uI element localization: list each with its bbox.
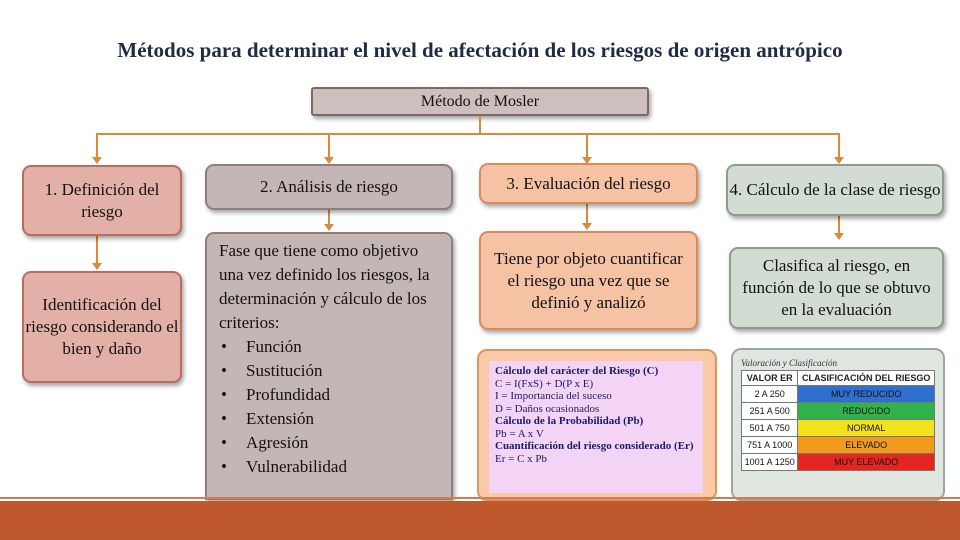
page-title: Métodos para determinar el nivel de afectación de los riesgos de origen antrópico bbox=[117, 38, 843, 62]
row-range: 2 A 250 bbox=[742, 386, 798, 403]
step-4-box bbox=[726, 164, 944, 216]
footer-bar bbox=[0, 501, 960, 540]
connector-root-down bbox=[479, 116, 481, 134]
step-1-box bbox=[22, 165, 182, 236]
connector-4 bbox=[838, 133, 840, 158]
row-class: MUY ELEVADO bbox=[798, 454, 935, 471]
step-4-label: 4. Cálculo de la clase de riesgo bbox=[729, 180, 941, 199]
step-1-detail: Identificación del riesgo considerando el bien y daño bbox=[25, 295, 179, 358]
criteria-item: • Vulnerabilidad bbox=[219, 455, 439, 479]
table-row bbox=[742, 454, 935, 471]
arrow-3-down bbox=[582, 223, 592, 230]
step-4-detail: Clasifica al riesgo, en función de lo que se obtuvo en la evaluación bbox=[742, 256, 931, 319]
step-3-detail-box bbox=[479, 231, 698, 330]
step-1-detail-box bbox=[22, 271, 182, 383]
table-row bbox=[742, 420, 935, 437]
table-row bbox=[742, 403, 935, 420]
classification-image bbox=[731, 348, 945, 501]
row-class: ELEVADO bbox=[798, 437, 935, 454]
connector-1 bbox=[96, 133, 98, 158]
formula-line: D = Daños ocasionados bbox=[495, 402, 600, 415]
arrow-1-down bbox=[92, 263, 102, 270]
criteria-list bbox=[219, 335, 439, 479]
connector-2 bbox=[328, 133, 330, 158]
step-4-detail-box bbox=[729, 247, 944, 329]
arrow-2 bbox=[324, 157, 334, 164]
formula-panel bbox=[489, 361, 703, 493]
step-2-label: 2. Análisis de riesgo bbox=[260, 177, 398, 196]
step-3-detail: Tiene por objeto cuantificar el riesgo una vez que se definió y analizó bbox=[494, 248, 683, 312]
criteria-item: • Profundidad bbox=[219, 383, 439, 407]
formula-line: Cálculo de la Probabilidad (Pb) bbox=[495, 415, 644, 427]
row-range: 1001 A 1250 bbox=[742, 454, 798, 471]
row-range: 751 A 1000 bbox=[742, 437, 798, 454]
arrow-1 bbox=[92, 157, 102, 164]
connector-horizontal bbox=[96, 133, 840, 135]
connector-3 bbox=[586, 133, 588, 158]
footer-line bbox=[0, 497, 960, 499]
criteria-item: • Sustitución bbox=[219, 359, 439, 383]
step-2-box bbox=[205, 164, 453, 210]
table-row bbox=[742, 386, 935, 403]
formula-image bbox=[477, 349, 717, 501]
formula-line: Er = C x Pb bbox=[495, 452, 548, 465]
col-header-value: VALOR ER bbox=[742, 371, 798, 386]
formula-line: Cálculo del carácter del Riesgo (C) bbox=[495, 365, 659, 377]
formula-line: Pb = A x V bbox=[495, 427, 544, 440]
row-range: 251 A 500 bbox=[742, 403, 798, 420]
criteria-item: • Extensión bbox=[219, 407, 439, 431]
formula-line: I = Importancia del suceso bbox=[495, 390, 612, 402]
arrow-2-down bbox=[324, 224, 334, 231]
arrow-4-down bbox=[834, 233, 844, 240]
connector-3-down bbox=[586, 204, 588, 224]
criteria-item: • Agresión bbox=[219, 431, 439, 455]
step-2-intro: Fase que tiene como objetivo una vez definido los riesgos, la determinación y cálculo de los criterios: bbox=[219, 241, 430, 332]
table-row bbox=[742, 437, 935, 454]
row-class: MUY REDUCIDO bbox=[798, 386, 935, 403]
row-class: NORMAL bbox=[798, 420, 935, 437]
col-header-class: CLASIFICACIÓN DEL RIESGO bbox=[798, 371, 935, 386]
criteria-item: • Función bbox=[219, 335, 439, 359]
step-3-label: 3. Evaluación del riesgo bbox=[506, 173, 671, 193]
arrow-4 bbox=[834, 157, 844, 164]
classification-heading: Valoración y Clasificación bbox=[741, 358, 837, 368]
step-3-box bbox=[479, 163, 698, 204]
formula-line: C = I(FxS) + D(P x E) bbox=[495, 377, 594, 390]
row-class: REDUCIDO bbox=[798, 403, 935, 420]
connector-2-down bbox=[328, 210, 330, 225]
classification-table bbox=[741, 370, 935, 471]
step-2-detail-box bbox=[205, 232, 453, 500]
connector-4-down bbox=[838, 216, 840, 234]
row-range: 501 A 750 bbox=[742, 420, 798, 437]
formula-line: Cuantificación del riesgo considerado (Er) bbox=[495, 440, 694, 452]
root-node: Método de Mosler bbox=[311, 87, 649, 116]
connector-1-down bbox=[96, 236, 98, 264]
step-1-label: 1. Definición del riesgo bbox=[44, 179, 160, 221]
